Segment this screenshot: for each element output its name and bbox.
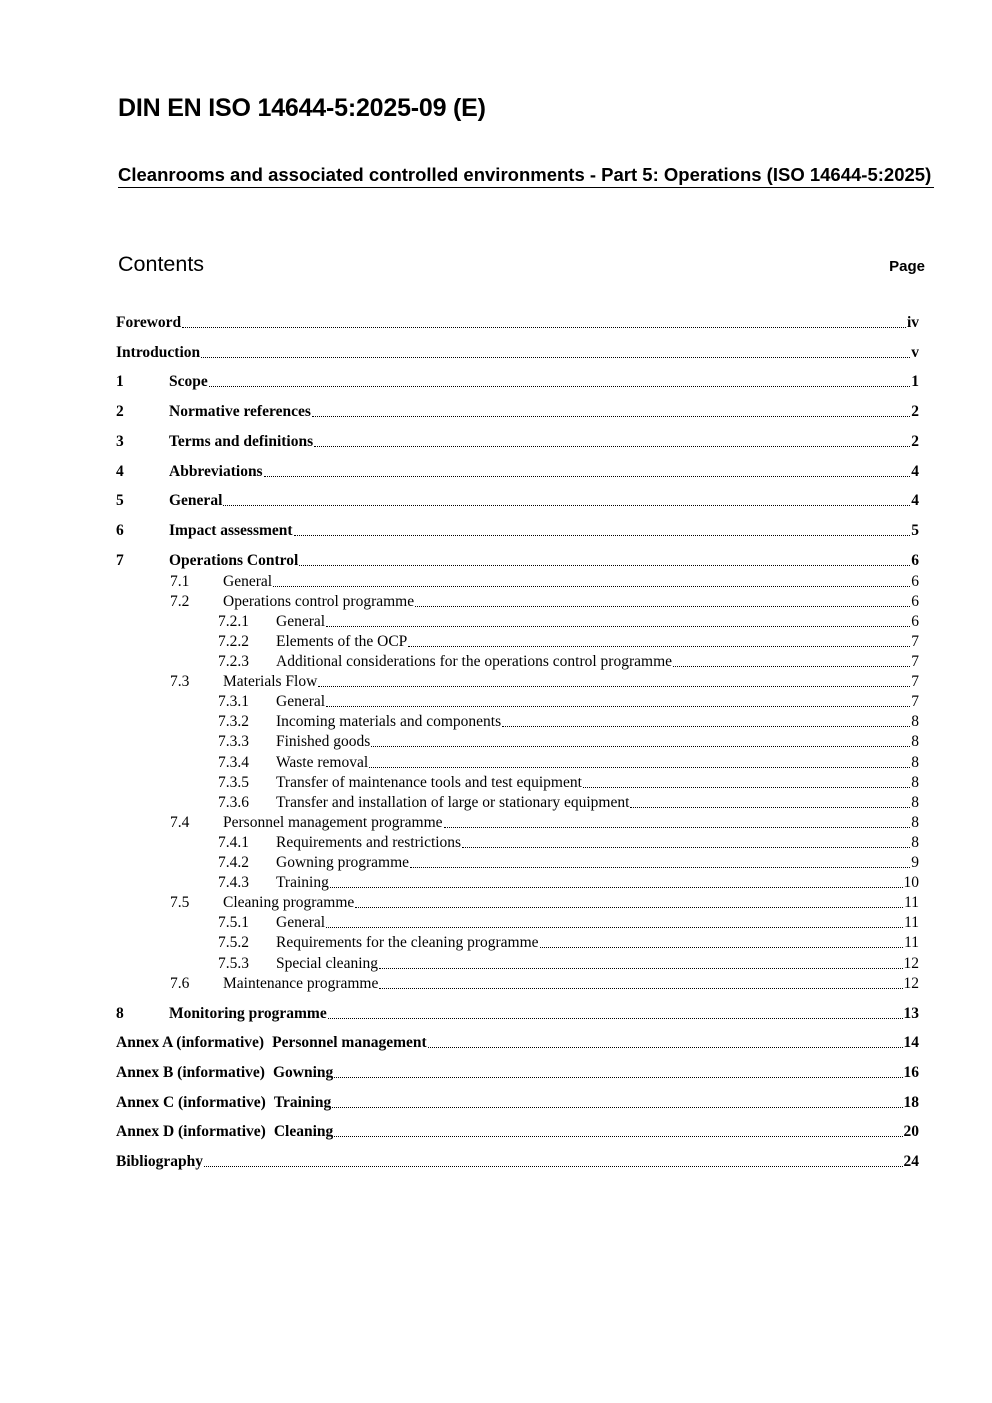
toc-entry-number: 7.3.3 bbox=[218, 733, 249, 751]
toc-entry-page: 8 bbox=[911, 793, 919, 811]
toc-entry-title: Waste removal bbox=[276, 753, 369, 771]
toc-entry-number: Annex A (informative) bbox=[116, 1034, 265, 1052]
toc-entry-number: 7.4 bbox=[170, 813, 190, 831]
toc-dot-leader bbox=[334, 1076, 902, 1078]
toc-entry-title: General bbox=[169, 492, 223, 510]
toc-entry-page: 12 bbox=[903, 954, 919, 972]
toc-entry-number: 7.3.1 bbox=[218, 693, 249, 711]
toc-entry-number: 7.6 bbox=[170, 974, 190, 992]
toc-entry[interactable] bbox=[116, 913, 919, 933]
toc-entry-number: 7.5.1 bbox=[218, 914, 249, 932]
toc-entry-page: 8 bbox=[911, 833, 919, 851]
toc-entry[interactable] bbox=[116, 432, 919, 452]
toc-entry-title: General bbox=[276, 914, 326, 932]
toc-entry-title: Materials Flow bbox=[223, 673, 318, 691]
toc-entry-number: 7.2.2 bbox=[218, 632, 249, 650]
toc-entry[interactable] bbox=[116, 632, 919, 652]
toc-entry[interactable] bbox=[116, 491, 919, 511]
toc-entry-title: Transfer and installation of large or stationary equipment bbox=[276, 793, 630, 811]
toc-entry-number: 7.5.2 bbox=[218, 934, 249, 952]
toc-entry-page: 4 bbox=[911, 462, 919, 480]
toc-dot-leader bbox=[444, 826, 911, 828]
contents-heading: Contents bbox=[118, 252, 205, 276]
toc-entry-title: Special cleaning bbox=[276, 954, 378, 972]
toc-dot-leader bbox=[182, 326, 906, 328]
toc-entry[interactable] bbox=[116, 692, 919, 712]
toc-entry-page: 20 bbox=[903, 1123, 919, 1141]
toc-entry-page: 6 bbox=[911, 592, 919, 610]
toc-entry[interactable] bbox=[116, 1152, 919, 1172]
toc-entry-page: 8 bbox=[911, 773, 919, 791]
toc-entry[interactable] bbox=[116, 732, 919, 752]
toc-dot-leader bbox=[673, 665, 910, 667]
toc-entry-title: Requirements for the cleaning programme bbox=[276, 934, 539, 952]
toc-dot-leader bbox=[328, 1017, 903, 1019]
toc-entry-page: 6 bbox=[911, 612, 919, 630]
toc-entry[interactable] bbox=[116, 793, 919, 813]
toc-entry-title: Normative references bbox=[169, 403, 311, 421]
toc-dot-leader bbox=[334, 1135, 902, 1137]
toc-dot-leader bbox=[408, 645, 910, 647]
toc-entry-title: Requirements and restrictions bbox=[276, 833, 462, 851]
toc-dot-leader bbox=[428, 1046, 903, 1048]
toc-entry-title: General bbox=[223, 572, 273, 590]
toc-entry-page: 7 bbox=[911, 632, 919, 650]
toc-entry-title: Impact assessment bbox=[169, 521, 293, 539]
toc-entry-page: 2 bbox=[911, 432, 919, 450]
toc-entry-page: 8 bbox=[911, 813, 919, 831]
toc-entry-page: 11 bbox=[904, 914, 919, 932]
toc-entry[interactable] bbox=[116, 551, 919, 571]
toc-entry-number: 5 bbox=[116, 492, 124, 510]
toc-entry[interactable] bbox=[116, 592, 919, 612]
toc-dot-leader bbox=[294, 534, 911, 536]
toc-entry-number: 7.3.6 bbox=[218, 793, 249, 811]
toc-dot-leader bbox=[299, 564, 910, 566]
toc-entry-page: 13 bbox=[903, 1004, 919, 1022]
toc-entry-page: 12 bbox=[903, 974, 919, 992]
toc-entry-page: 7 bbox=[911, 653, 919, 670]
toc-entry[interactable] bbox=[116, 1033, 919, 1053]
toc-dot-leader bbox=[312, 415, 910, 417]
toc-entry-title: Gowning bbox=[272, 1064, 334, 1081]
toc-entry-page: 7 bbox=[911, 673, 919, 691]
toc-dot-leader bbox=[630, 806, 910, 808]
toc-entry-title: Gowning programme bbox=[276, 854, 410, 871]
toc-entry[interactable] bbox=[116, 933, 919, 953]
toc-entry-title: Incoming materials and components bbox=[276, 713, 502, 731]
toc-entry-title: Cleaning bbox=[273, 1123, 334, 1141]
toc-entry-page: 8 bbox=[911, 753, 919, 771]
toc-dot-leader bbox=[355, 906, 903, 908]
toc-entry-title: Terms and definitions bbox=[169, 432, 314, 450]
toc-entry-number: 7.4.2 bbox=[218, 854, 249, 871]
toc-entry-page: 6 bbox=[911, 551, 919, 569]
toc-entry-title: Monitoring programme bbox=[169, 1004, 327, 1022]
toc-entry[interactable] bbox=[116, 402, 919, 422]
toc-entry-number: 7.4.3 bbox=[218, 874, 249, 892]
toc-entry-number: 7.2 bbox=[170, 592, 190, 610]
toc-entry[interactable] bbox=[116, 462, 919, 482]
toc-dot-leader bbox=[379, 967, 903, 969]
toc-entry-page: 6 bbox=[911, 572, 919, 590]
toc-entry-number: 7.5.3 bbox=[218, 954, 249, 972]
toc-dot-leader bbox=[201, 356, 910, 358]
toc-entry-title: Scope bbox=[169, 373, 208, 391]
toc-entry-page: v bbox=[911, 343, 919, 361]
toc-entry-number: Annex B (informative) bbox=[116, 1064, 265, 1081]
toc-entry[interactable] bbox=[116, 1093, 919, 1113]
toc-dot-leader bbox=[330, 886, 903, 888]
toc-entry-number: 2 bbox=[116, 403, 124, 421]
toc-entry-title: Introduction bbox=[116, 343, 201, 361]
toc-entry[interactable] bbox=[116, 954, 919, 974]
toc-entry-number: Annex D (informative) bbox=[116, 1123, 266, 1141]
toc-entry-title: General bbox=[276, 612, 326, 630]
toc-dot-leader bbox=[264, 475, 911, 477]
toc-entry[interactable] bbox=[116, 672, 919, 692]
toc-entry-page: 11 bbox=[904, 934, 919, 952]
toc-dot-leader bbox=[379, 987, 902, 989]
toc-dot-leader bbox=[223, 504, 910, 506]
toc-entry-page: 1 bbox=[911, 373, 919, 391]
toc-entry-page: iv bbox=[906, 314, 919, 331]
toc-entry[interactable] bbox=[116, 712, 919, 732]
toc-entry-page: 18 bbox=[903, 1093, 919, 1111]
toc-entry-page: 16 bbox=[903, 1064, 919, 1081]
toc-entry-number: 4 bbox=[116, 462, 124, 480]
toc-dot-leader bbox=[273, 585, 910, 587]
toc-entry-number: 7.1 bbox=[170, 572, 190, 590]
toc-entry[interactable] bbox=[116, 833, 919, 853]
toc-entry[interactable] bbox=[116, 652, 919, 672]
toc-entry-title: Operations control programme bbox=[223, 592, 415, 610]
toc-entry-number: 6 bbox=[116, 521, 124, 539]
toc-dot-leader bbox=[371, 745, 910, 747]
toc-dot-leader bbox=[540, 946, 904, 948]
toc-entry-number: 1 bbox=[116, 373, 124, 391]
toc-entry[interactable] bbox=[116, 1122, 919, 1142]
toc-entry-number: 7.2.3 bbox=[218, 653, 249, 670]
toc-entry-number: 7 bbox=[116, 551, 124, 569]
toc-dot-leader bbox=[326, 926, 903, 928]
document-title: DIN EN ISO 14644-5:2025-09 (E) bbox=[118, 94, 486, 122]
toc-dot-leader bbox=[209, 385, 911, 387]
toc-entry[interactable] bbox=[116, 343, 919, 363]
page-column-heading: Page bbox=[889, 258, 925, 275]
toc-entry-number: 3 bbox=[116, 432, 124, 450]
toc-entry-title: Personnel management programme bbox=[223, 813, 443, 831]
toc-dot-leader bbox=[502, 725, 910, 727]
toc-entry-number: 7.3.2 bbox=[218, 713, 249, 731]
toc-dot-leader bbox=[204, 1165, 903, 1167]
toc-entry-number: Annex C (informative) bbox=[116, 1093, 266, 1111]
toc-entry-number: 7.3.5 bbox=[218, 773, 249, 791]
toc-entry-number: 7.3.4 bbox=[218, 753, 249, 771]
toc-entry-page: 5 bbox=[911, 521, 919, 539]
toc-entry-title: Maintenance programme bbox=[223, 974, 379, 992]
toc-entry-title: Finished goods bbox=[276, 733, 371, 751]
toc-dot-leader bbox=[369, 766, 910, 768]
toc-dot-leader bbox=[326, 625, 910, 627]
toc-entry[interactable] bbox=[116, 372, 919, 392]
toc-dot-leader bbox=[583, 786, 910, 788]
toc-entry-title: Cleaning programme bbox=[223, 894, 355, 912]
toc-dot-leader bbox=[410, 866, 910, 868]
toc-entry-title: Abbreviations bbox=[169, 462, 263, 480]
toc-entry[interactable] bbox=[116, 521, 919, 541]
toc-entry[interactable] bbox=[116, 974, 919, 994]
toc-entry-page: 24 bbox=[903, 1153, 919, 1171]
toc-dot-leader bbox=[332, 1106, 902, 1108]
toc-dot-leader bbox=[415, 605, 910, 607]
toc-entry-page: 9 bbox=[911, 854, 919, 871]
toc-entry-page: 10 bbox=[903, 874, 919, 892]
toc-entry[interactable] bbox=[116, 873, 919, 893]
toc-entry-page: 8 bbox=[911, 713, 919, 731]
toc-entry-title: Operations Control bbox=[169, 551, 299, 569]
toc-entry[interactable] bbox=[116, 853, 919, 873]
toc-entry-number: 7.2.1 bbox=[218, 612, 249, 630]
toc-entry[interactable] bbox=[116, 1004, 919, 1024]
toc-entry-title: Foreword bbox=[116, 314, 182, 331]
toc-entry[interactable] bbox=[116, 572, 919, 592]
toc-entry-page: 8 bbox=[911, 733, 919, 751]
toc-entry-page: 7 bbox=[911, 693, 919, 711]
toc-entry-title: Training bbox=[273, 1093, 332, 1111]
toc-entry-number: 7.5 bbox=[170, 894, 190, 912]
toc-entry-page: 11 bbox=[904, 894, 919, 912]
toc-entry-title: Personnel management bbox=[272, 1034, 427, 1052]
toc-entry-number: 8 bbox=[116, 1004, 124, 1022]
toc-entry[interactable] bbox=[116, 313, 919, 333]
toc-entry-number: 7.3 bbox=[170, 673, 190, 691]
toc-entry[interactable] bbox=[116, 813, 919, 833]
toc-entry[interactable] bbox=[116, 893, 919, 913]
toc-entry-title: Bibliography bbox=[116, 1153, 203, 1171]
toc-dot-leader bbox=[462, 846, 910, 848]
document-subtitle: Cleanrooms and associated controlled environments - Part 5: Operations (ISO 14644-5:2025) bbox=[118, 164, 934, 188]
toc-entry[interactable] bbox=[116, 1063, 919, 1083]
toc-entry-page: 4 bbox=[911, 492, 919, 510]
toc-entry-title: Transfer of maintenance tools and test equipment bbox=[276, 773, 582, 791]
toc-entry-title: Additional considerations for the operations control programme bbox=[276, 653, 673, 670]
toc-entry-page: 2 bbox=[911, 403, 919, 421]
toc-entry[interactable] bbox=[116, 753, 919, 773]
toc-entry-title: Elements of the OCP bbox=[276, 632, 408, 650]
toc-dot-leader bbox=[314, 445, 910, 447]
toc-entry-number: 7.4.1 bbox=[218, 833, 249, 851]
toc-entry[interactable] bbox=[116, 773, 919, 793]
toc-entry-title: Training bbox=[276, 874, 329, 892]
toc-dot-leader bbox=[318, 685, 910, 687]
toc-entry-page: 14 bbox=[903, 1034, 919, 1052]
toc-dot-leader bbox=[326, 705, 910, 707]
toc-entry[interactable] bbox=[116, 612, 919, 632]
toc-entry-title: General bbox=[276, 693, 326, 711]
